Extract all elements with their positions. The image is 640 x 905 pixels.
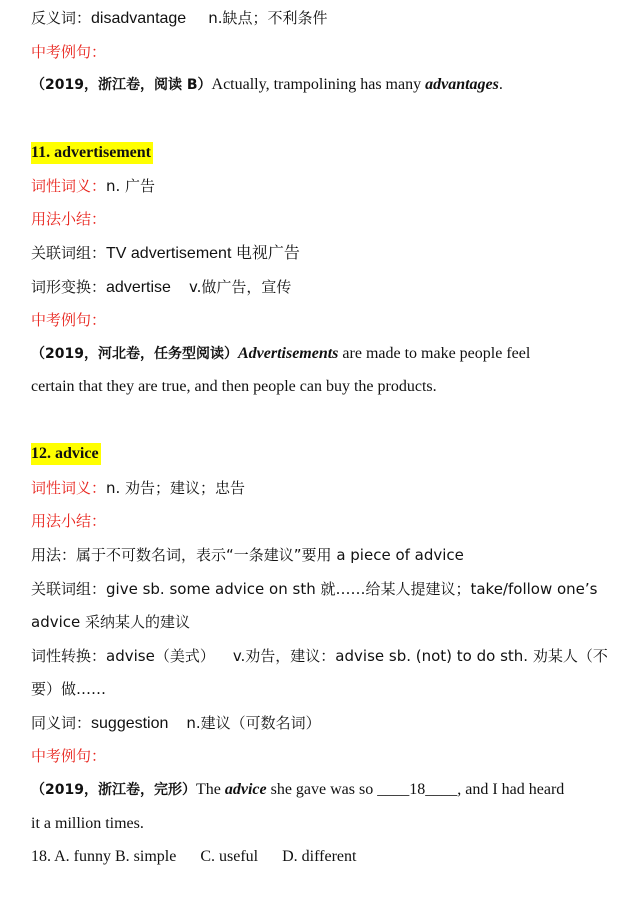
- example-source-11: （2019，河北卷，任务型阅读）: [31, 346, 238, 362]
- example-keyword-advertisements: Advertisements: [237, 345, 339, 362]
- example-sentence-top: [31, 74, 618, 96]
- example-pre-12: The: [195, 781, 225, 798]
- usage-line-12: [31, 544, 618, 567]
- collocation-label-11: 关联词组：: [31, 244, 107, 262]
- pos-line-12: [31, 477, 618, 500]
- example-keyword-advantages: advantages: [425, 76, 499, 93]
- pos-value-11: n. 广告: [106, 177, 156, 195]
- example-line1-12: [31, 779, 618, 801]
- usage-line-value-12: 属于不可数名词，表示“一条建议”要用 a piece of advice: [76, 546, 464, 564]
- entry-heading-11: 11. advertisement: [31, 142, 153, 164]
- pos-value-12: n. 劝告；建议；忠告: [106, 479, 246, 497]
- synonym-line-12: [31, 712, 618, 735]
- answer-options: 18. A. funny B. simple C. useful D. different: [31, 848, 357, 865]
- collocation-label-12: 关联词组：: [31, 580, 107, 598]
- example-line1-11: [31, 343, 618, 365]
- example-source-top: （2019，浙江卷，阅读 B）: [31, 77, 212, 93]
- example-post-12: she gave was so ____18____, and I had heard: [266, 781, 565, 798]
- synonym-def-12: n.建议（可数名词）: [186, 714, 321, 732]
- collocation-value-11: TV advertisement 电视广告: [106, 245, 300, 262]
- example-text-pre: Actually, trampolining has many: [211, 76, 426, 93]
- conversion-label-12: 词性转换：: [31, 647, 107, 665]
- example-source-12: （2019，浙江卷，完形）: [31, 782, 196, 798]
- collocation-line-11: [31, 242, 618, 265]
- wordform-word-11: advertise: [106, 279, 171, 296]
- usage-label-11: 用法小结：: [31, 210, 107, 228]
- example-label-12: 中考例句：: [31, 747, 107, 765]
- wordform-label-11: 词形变换：: [31, 278, 107, 296]
- collocation-line1-12: [31, 578, 618, 601]
- example-label-top: 中考例句：: [31, 43, 107, 61]
- synonym-label-12: 同义词：: [31, 714, 92, 732]
- antonym-definition: n.缺点；不利条件: [208, 9, 328, 27]
- wordform-def-11: v.做广告，宣传: [188, 278, 292, 296]
- antonym-word: disadvantage: [91, 10, 187, 27]
- conversion-line2-12: 要）做……: [31, 680, 107, 698]
- example-line2-12: it a million times.: [31, 815, 144, 832]
- collocation-line2-12: advice 采纳某人的建议: [31, 613, 191, 631]
- wordform-line-11: [31, 276, 618, 299]
- example-text-post: .: [498, 76, 503, 93]
- pos-line-11: [31, 175, 618, 198]
- usage-line-label-12: 用法：: [31, 546, 77, 564]
- example-keyword-advice: advice: [224, 781, 267, 798]
- usage-label-12: 用法小结：: [31, 512, 107, 530]
- entry-heading-advertisement: [31, 142, 618, 164]
- example-text-11: are made to make people feel: [338, 345, 531, 362]
- conversion-word-12: advise（美式）: [106, 647, 215, 665]
- example-label-11: 中考例句：: [31, 311, 107, 329]
- antonym-line: [31, 7, 618, 30]
- collocation-line1-value-12: give sb. some advice on sth 就……给某人提建议；take/follow one’s: [106, 580, 598, 598]
- pos-label-12: 词性词义：: [31, 479, 107, 497]
- conversion-def-12: v.劝告，建议：advise sb. (not) to do sth. 劝某人（不: [232, 647, 608, 665]
- entry-heading-12: 12. advice: [31, 443, 101, 465]
- example-line2-11: certain that they are true, and then people can buy the products.: [31, 378, 437, 395]
- synonym-word-12: suggestion: [91, 715, 169, 732]
- entry-heading-advice: [31, 443, 618, 465]
- pos-label-11: 词性词义：: [31, 177, 107, 195]
- conversion-line1-12: [31, 645, 618, 668]
- antonym-label: 反义词：: [31, 9, 92, 27]
